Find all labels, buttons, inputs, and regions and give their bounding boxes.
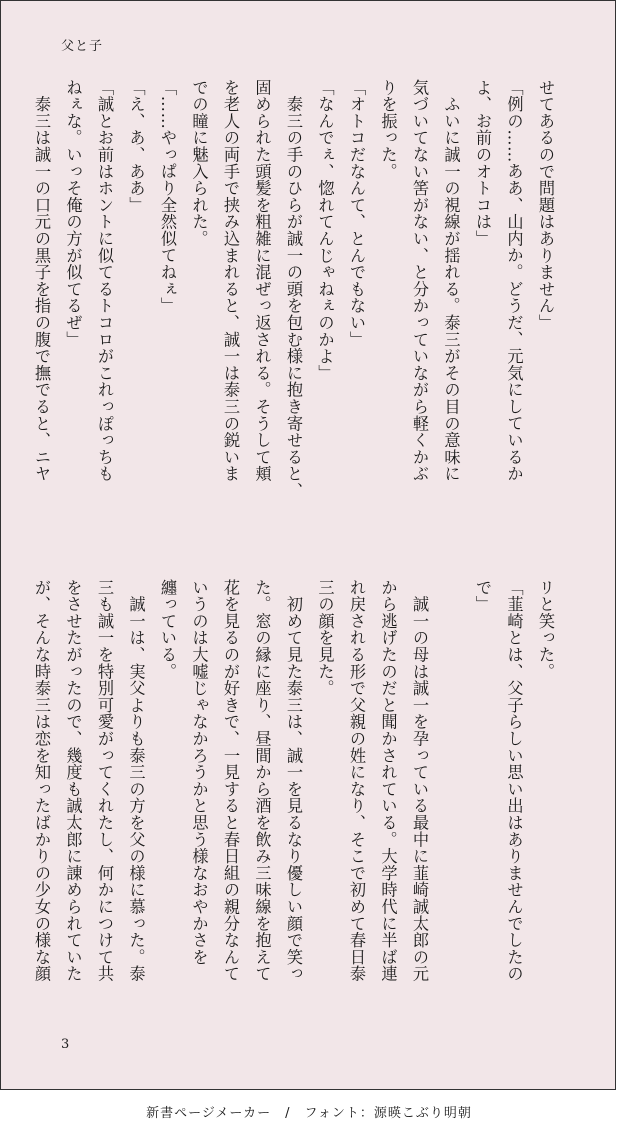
text-line: 誠一は、実父よりも泰三の方を父の様に慕った。泰 (126, 579, 146, 983)
text-line: が、そんな時泰三は恋を知ったばかりの少女の様な顔 (32, 579, 51, 983)
chapter-title: 父と子 (61, 39, 104, 54)
lower-text-block (32, 579, 561, 1031)
footer-credit: 新書ページメーカー / フォント：源暎こぶり明朝 (146, 1106, 472, 1121)
text-line: せてあるので問題はありません」 (536, 79, 555, 331)
text-line: 花を見るのが好きで、一見すると春日組の親分なんて (221, 579, 240, 983)
text-line: での瞳に魅入られた。 (189, 79, 209, 247)
text-line: 誠一の母は誠一を孕っている最中に韮崎誠太郎の元 (410, 579, 429, 983)
text-line: で」 (473, 579, 492, 613)
text-line: 泰三の手のひらが誠一の頭を包む様に抱き寄せると、 (284, 79, 303, 499)
text-line: 泰三は誠一の口元の黒子を指の腹で撫でると、ニヤ (32, 79, 51, 483)
text-line: をさせたがったので、幾度も誠太郎に諌められていた (63, 579, 83, 983)
text-line: 固められた頭髪を粗雑に混ぜっ返される。そうして頬 (252, 79, 272, 483)
text-line: た。窓の縁に座り、昼間から酒を飲み三味線を抱えて (252, 579, 272, 983)
text-line: 気づいてない筈がない、と分かっていながら軽くかぶ (410, 79, 429, 483)
text-line: リと笑った。 (536, 579, 555, 680)
text-line: 三の顔を見た。 (315, 579, 335, 697)
text-line: 三も誠一を特別可愛がってくれたし、何かにつけて共 (95, 579, 114, 983)
text-line: 「オトコだなんて、とんでもない」 (347, 79, 366, 348)
text-line: よ、お前のオトコは」 (473, 79, 492, 247)
text-line: 纏っている。 (158, 579, 177, 680)
text-line: 「例の……ああ、山内か。どうだ、元気にしているか (504, 79, 524, 483)
text-line: れ戻される形で父親の姓になり、そこで初めて春日泰 (347, 579, 366, 983)
text-line: いうのは大嘘じゃなかろうかと思う様なおやかさを (189, 579, 209, 966)
text-line: 「誠とお前はホントに似てるトコロがこれっぽっちも (95, 79, 114, 483)
text-line: 「え、あ、ああ」 (126, 79, 146, 214)
text-line: 初めて見た泰三は、誠一を見るなり優しい顔で笑っ (284, 579, 303, 983)
text-line: から逃げたのだと聞かされている。大学時代に半ば連 (378, 579, 398, 983)
text-line: ふいに誠一の視線が揺れる。泰三がその目の意味に (441, 79, 461, 483)
text-line: 「なんでぇ、惚れてんじゃねぇのかよ」 (315, 79, 335, 382)
page-number: 3 (61, 1037, 70, 1052)
text-line (435, 579, 467, 1031)
text-line: りを振った。 (378, 79, 398, 180)
text-line: ねぇな。いっそ俺の方が似てるぜ」 (63, 79, 83, 348)
text-line: 「韮崎とは、父子らしい思い出はありませんでしたの (504, 579, 524, 983)
upper-text-block (32, 79, 561, 531)
text-line: を老人の両手で挟み込まれると、誠一は泰三の鋭いま (221, 79, 240, 483)
text-line: 「……やっぱり全然似てねぇ」 (158, 79, 177, 315)
